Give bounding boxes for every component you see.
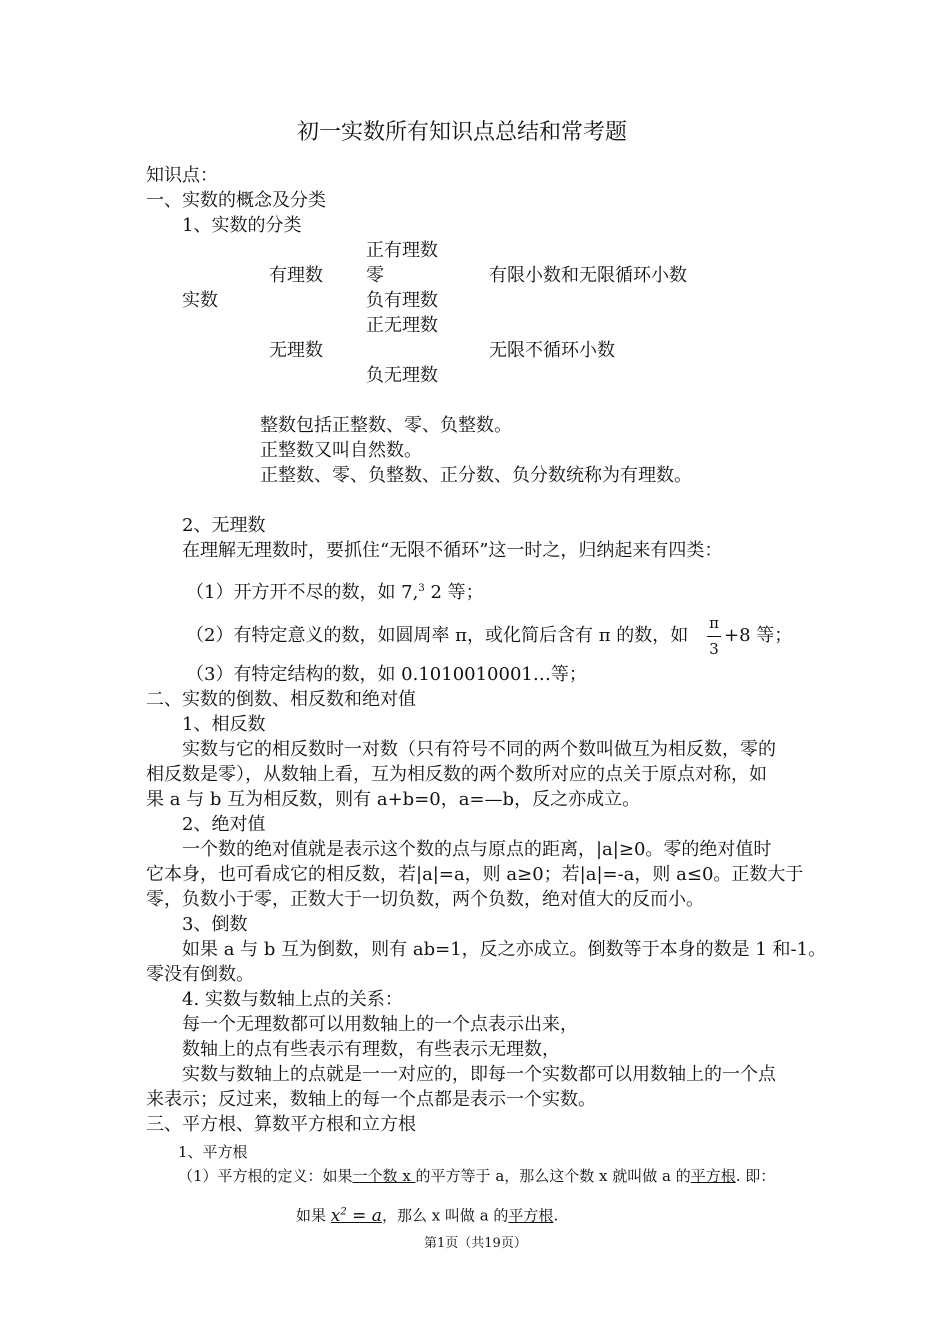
section3-heading: 三、平方根、算数平方根和立方根	[146, 1114, 416, 1135]
formula-exponent: 2	[340, 1206, 347, 1217]
formula-part-b: ，那么 x 叫做 a 的	[381, 1206, 509, 1225]
sqrt-formula	[296, 1200, 558, 1228]
formula-part-c: .	[553, 1206, 559, 1225]
reciprocal-para-line1: 如果 a 与 b 互为倒数，则有 ab=1，反之亦成立。倒数等于本身的数是 1 和-1。	[182, 939, 827, 960]
tree-pos-irrational: 正无理数	[366, 315, 438, 336]
axis-para-line1: 每一个无理数都可以用数轴上的一个点表示出来，	[182, 1014, 578, 1035]
knowledge-label: 知识点：	[146, 165, 218, 186]
note-integers: 整数包括正整数、零、负整数。	[260, 415, 512, 436]
def-underline-1: 一个数 x	[352, 1167, 416, 1185]
sqrt-definition	[178, 1164, 775, 1188]
section2-sub1: 1、相反数	[182, 714, 266, 735]
opposite-para-line3: 果 a 与 b 互为相反数，则有 a+b=0，a=—b，反之亦成立。	[146, 789, 641, 810]
tree-zero: 零	[366, 265, 384, 286]
tree-neg-irrational: 负无理数	[366, 365, 438, 386]
axis-para-line2: 数轴上的点有些表示有理数，有些表示无理数，	[182, 1039, 560, 1060]
irrational-item-2b: +8 等；	[724, 625, 793, 646]
irrational-item-2a: （2）有特定意义的数，如圆周率 π，或化简后含有 π 的数，如	[186, 625, 689, 646]
section2-sub2: 2、绝对值	[182, 814, 266, 835]
note-rational: 正整数、零、负整数、正分数、负分数统称为有理数。	[260, 465, 692, 486]
def-underline-2: 平方根	[690, 1167, 736, 1185]
axis-para-line3: 实数与数轴上的点就是一一对应的，即每一个实数都可以用数轴上的一个点	[182, 1064, 776, 1085]
def-part-c: . 即：	[735, 1167, 776, 1185]
tree-rational-desc: 有限小数和无限循环小数	[489, 265, 687, 286]
abs-para-line3: 零，负数小于零，正数大于一切负数，两个负数，绝对值大的反而小。	[146, 889, 704, 910]
page-footer: 第1页（共19页）	[424, 1236, 527, 1251]
pi-fraction-denominator: 3	[709, 640, 719, 658]
abs-para-line1: 一个数的绝对值就是表示这个数的点与原点的距离，|a|≥0。零的绝对值时	[182, 839, 772, 860]
abs-para-line2: 它本身，也可看成它的相反数，若|a|=a，则 a≥0；若|a|=-a，则 a≤0。正数大于	[146, 864, 804, 885]
section1-sub2: 2、无理数	[182, 515, 266, 536]
section1-heading: 一、实数的概念及分类	[146, 190, 326, 211]
axis-para-line4: 来表示；反过来，数轴上的每一个点都是表示一个实数。	[146, 1089, 596, 1110]
tree-irrational: 无理数	[269, 340, 323, 361]
irrational-intro: 在理解无理数时，要抓住“无限不循环”这一时之，归纳起来有四类：	[182, 540, 723, 561]
tree-rational: 有理数	[269, 265, 323, 286]
opposite-para-line1: 实数与它的相反数时一对数（只有符号不同的两个数叫做互为相反数，零的	[182, 739, 776, 760]
item1-end: 2 等；	[424, 582, 484, 603]
opposite-para-line2: 相反数是零），从数轴上看，互为相反数的两个数所对应的点关于原点对称，如	[146, 764, 767, 785]
page-title: 初一实数所有知识点总结和常考题	[297, 120, 628, 145]
section2-sub4: 4. 实数与数轴上点的关系：	[182, 989, 403, 1010]
cube-root-index: 3	[418, 583, 425, 594]
def-part-b: 的平方等于 a，那么这个数 x 就叫做 a 的	[415, 1167, 691, 1185]
reciprocal-para-line2: 零没有倒数。	[146, 964, 254, 985]
def-part-a: （1）平方根的定义：如果	[178, 1167, 353, 1185]
tree-pos-rational: 正有理数	[366, 240, 438, 261]
tree-root: 实数	[182, 290, 218, 311]
item1-text: （1）开方开不尽的数，如 7,	[186, 582, 419, 603]
tree-irrational-desc: 无限不循环小数	[489, 340, 615, 361]
section2-heading: 二、实数的倒数、相反数和绝对值	[146, 689, 416, 710]
irrational-item-1	[186, 577, 484, 605]
pi-fraction-numerator: π	[709, 614, 719, 632]
section3-sub1: 1、平方根	[178, 1143, 248, 1161]
formula-eq: = a	[346, 1205, 382, 1226]
section2-sub3: 3、倒数	[182, 914, 248, 935]
formula-x: x	[330, 1205, 341, 1226]
note-natural: 正整数又叫自然数。	[260, 440, 422, 461]
tree-neg-rational: 负有理数	[366, 290, 438, 311]
formula-part-a: 如果	[296, 1206, 331, 1225]
formula-equation	[331, 1206, 382, 1226]
pi-fraction-bar	[707, 636, 721, 637]
formula-underline: 平方根	[508, 1206, 554, 1225]
irrational-item-3: （3）有特定结构的数，如 0.1010010001…等；	[186, 664, 587, 685]
section1-sub1: 1、实数的分类	[182, 215, 302, 236]
